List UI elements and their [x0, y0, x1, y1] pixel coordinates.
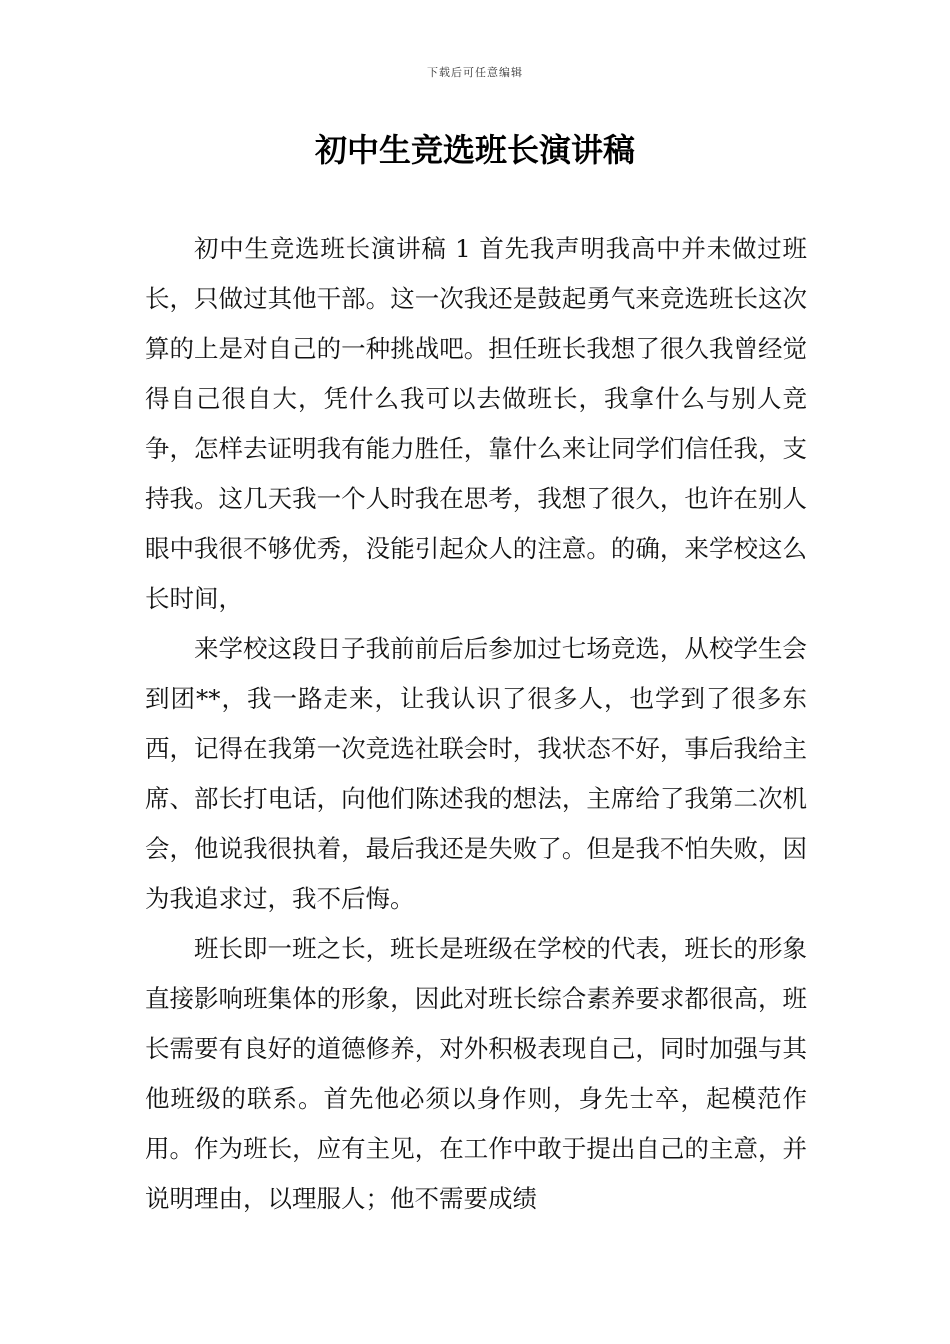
paragraph-1: 初中生竞选班长演讲稿 1 首先我声明我高中并未做过班长，只做过其他干部。这一次我还是鼓起勇气来竞选班长这次算的上是对自己的一种挑战吧。担任班长我想了很久我曾经觉得自己很自大，凭什么我可以去做班长，我拿什么与别人竞争，怎样去证明我有能力胜任，靠什么来让同学们信任我，支持我。这几天我一个人时我在思考，我想了很久，也许在别人眼中我很不够优秀，没能引起众人的注意。的确，来学校这么长时间， [145, 234, 807, 613]
document-title: 初中生竞选班长演讲稿 [314, 131, 635, 169]
paragraph-2: 来学校这段日子我前前后后参加过七场竞选，从校学生会到团**，我一路走来，让我认识了很多人，也学到了很多东西，记得在我第一次竞选社联会时，我状态不好，事后我给主席、部长打电话，向他们陈述我的想法，主席给了我第二次机会，他说我很执着，最后我还是失败了。但是我不怕失败，因为我追求过，我不后悔。 [145, 634, 807, 913]
paragraph-3: 班长即一班之长，班长是班级在学校的代表，班长的形象直接影响班集体的形象，因此对班长综合素养要求都很高，班长需要有良好的道德修养，对外积极表现自己，同时加强与其他班级的联系。首先他必须以身作则，身先士卒，起模范作用。作为班长，应有主见，在工作中敢于提出自己的主意，并说明理由，以理服人；他不需要成绩 [145, 934, 807, 1213]
header-note: 下载后可任意编辑 [427, 66, 523, 79]
document-body [145, 224, 807, 1224]
